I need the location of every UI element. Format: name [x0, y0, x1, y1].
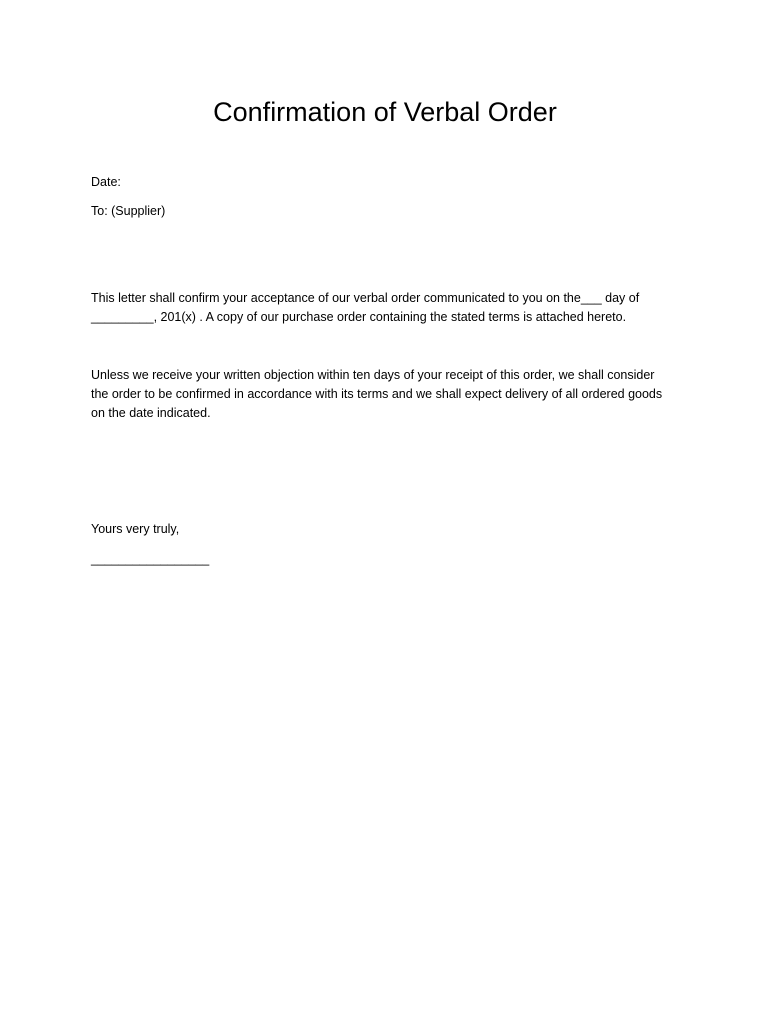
paragraph-line: the order to be confirmed in accordance with its terms and we shall expect delivery of all ordered goods: [91, 387, 663, 401]
paragraph-line: on the date indicated.: [91, 406, 211, 420]
signature-line: _________________: [91, 552, 210, 566]
paragraph-line: _________, 201(x) . A copy of our purchase order containing the stated terms is attached hereto.: [91, 310, 627, 324]
document-title: Confirmation of Verbal Order: [213, 97, 557, 127]
date-line: Date:: [91, 175, 121, 189]
paragraph-line: This letter shall confirm your acceptance of our verbal order communicated to you on the___ day of: [91, 291, 640, 305]
recipient-line: To: (Supplier): [91, 204, 166, 218]
closing-line: Yours very truly,: [91, 522, 180, 536]
paragraph-objection: [91, 366, 691, 423]
paragraph-confirmation: [91, 289, 691, 327]
paragraph-line: Unless we receive your written objection within ten days of your receipt of this order, we shall consider: [91, 368, 655, 382]
